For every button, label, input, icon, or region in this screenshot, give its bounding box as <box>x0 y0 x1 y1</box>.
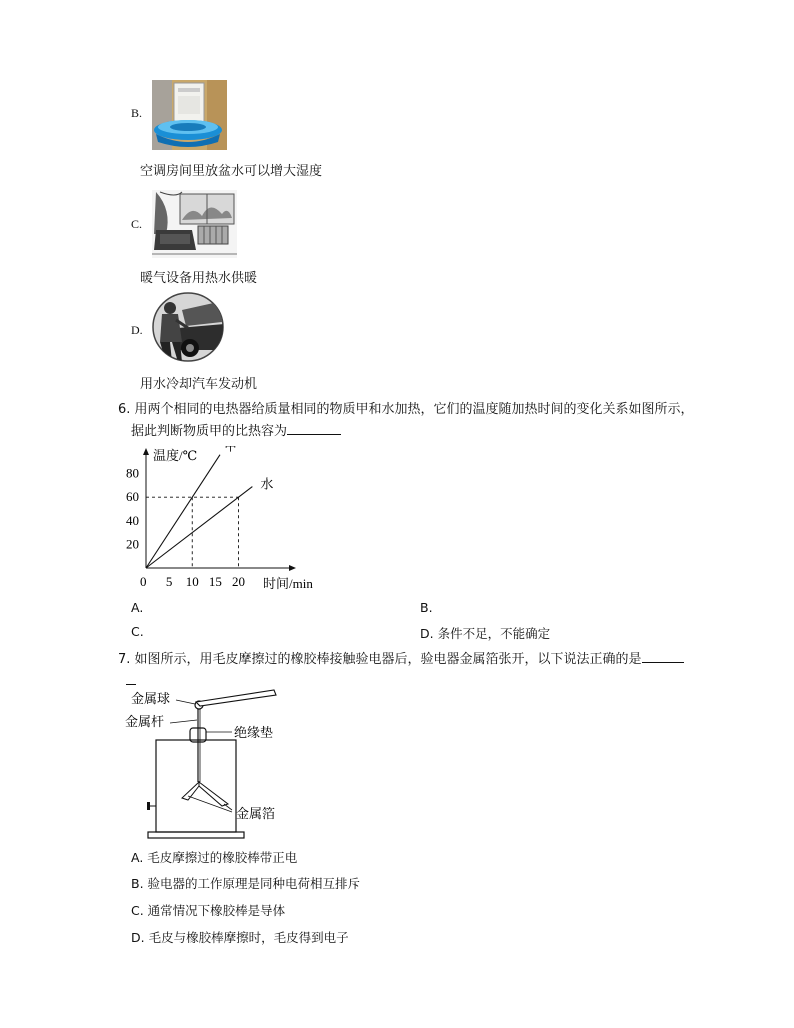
x-axis-label: 时间/min <box>263 576 313 591</box>
y-tick-label-2: 60 <box>126 489 139 505</box>
series-label-0: 甲 <box>224 446 238 454</box>
answer-blank <box>642 650 684 663</box>
x-tick-label-3: 15 <box>208 574 222 589</box>
q7-option-d: D. 毛皮与橡胶棒摩擦时，毛皮得到电子 <box>131 930 349 945</box>
x-axis-arrow <box>289 565 296 571</box>
photo-radiator-room <box>152 190 237 258</box>
q7-stem-text: 7. 如图所示，用毛皮摩擦过的橡胶棒接触验电器后，验电器金属箔张开，以下说法正确的是 <box>118 652 642 667</box>
q6-temperature-chart <box>126 446 326 596</box>
x-tick-label-0: 0 <box>140 574 147 589</box>
q7-option-b: B. 验电器的工作原理是同种电荷相互排斥 <box>131 876 361 891</box>
answer-blank <box>287 422 341 435</box>
y-tick-label-1: 40 <box>126 512 139 528</box>
q6-option-a: A. <box>131 600 144 615</box>
q7-option-a: A. 毛皮摩擦过的橡胶棒带正电 <box>131 850 298 865</box>
label-metal-rod: 金属杆 <box>125 714 165 729</box>
y-axis-label: 温度/℃ <box>153 448 198 463</box>
q6-option-d: D. 条件不足，不能确定 <box>420 626 551 641</box>
label-metal-ball: 金属球 <box>131 691 171 706</box>
y-tick-label-0: 20 <box>126 536 139 552</box>
electroscope-diagram <box>120 688 300 844</box>
q6-stem-line2 <box>131 421 341 443</box>
photo-air-conditioner-basin <box>152 80 227 150</box>
metal-foil-right <box>199 782 228 806</box>
x-tick-label-4: 20 <box>232 574 245 589</box>
x-tick-label-1: 5 <box>165 574 173 589</box>
option-letter-b: B. <box>131 106 143 120</box>
option-c-caption: 暖气设备用热水供暖 <box>140 271 258 286</box>
answer-blank-continued <box>126 671 136 685</box>
q6-option-b: B. <box>420 600 433 615</box>
series-label-1: 水 <box>260 476 274 492</box>
label-metal-foil: 金属箔 <box>236 806 276 821</box>
q6-option-c: C. <box>131 624 144 639</box>
label-insulating-pad: 绝缘垫 <box>234 725 274 740</box>
rubber-rod <box>196 690 276 706</box>
electroscope-base <box>148 832 244 838</box>
option-b-caption: 空调房间里放盆水可以增大湿度 <box>140 164 323 179</box>
side-knob <box>147 802 150 810</box>
y-tick-label-3: 80 <box>126 465 139 481</box>
q7-stem-line1 <box>118 649 684 671</box>
q7-option-c: C. 通常情况下橡胶棒是导体 <box>131 903 286 918</box>
option-letter-c: C. <box>131 217 143 231</box>
y-axis-arrow <box>143 448 149 455</box>
option-letter-d: D. <box>131 323 143 337</box>
x-tick-label-2: 10 <box>185 574 199 589</box>
q6-stem-line1: 6. 用两个相同的电热器给质量相同的物质甲和水加热，它们的温度随加热时间的变化关系如图所示， <box>118 402 694 417</box>
option-d-caption: 用水冷却汽车发动机 <box>140 377 258 392</box>
series-line-0 <box>146 455 220 568</box>
photo-car-engine <box>152 292 224 362</box>
series-line-1 <box>146 487 252 568</box>
q6-stem-text: 据此判断物质甲的比热容为 <box>131 424 288 439</box>
chart-svg <box>126 446 326 596</box>
